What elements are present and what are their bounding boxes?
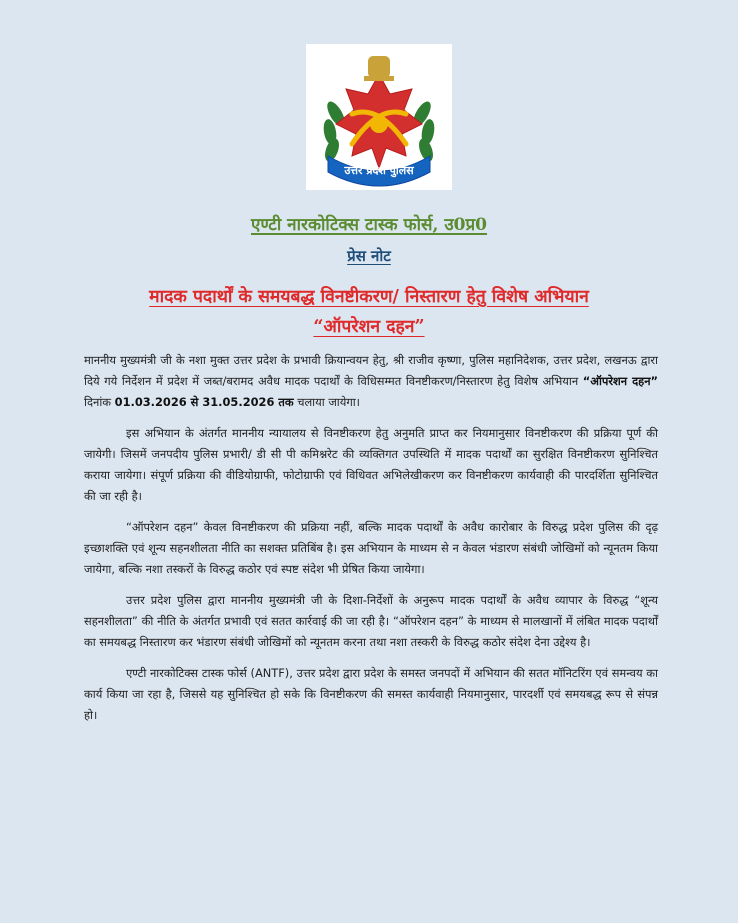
paragraph-4: उत्तर प्रदेश पुलिस द्वारा माननीय मुख्यमंत्री जी के दिशा-निर्देशों के अनुरूप मादक पदार्थों के अवैध व्यापार के विरुद्ध “शून्य सहनशीलता” की नीति के अंतर्गत प्रभावी एवं सतत कार्रवाई की जा रही है। “ऑपरेशन दहन” के माध्यम से मालखानों में लंबित मादक पदार्थों का समयबद्ध निस्तारण कर भंडारण संबंधी जोखिमों को न्यूनतम करना तथा नशा तस्करी के विरुद्ध कठोर संदेश देना उद्देश्य है। — [84, 593, 658, 649]
paragraph-1-date-label: दिनांक — [84, 395, 115, 409]
paragraph-1 — [84, 350, 658, 413]
press-note-body — [84, 350, 658, 736]
paragraph-3: “ऑपरेशन दहन” केवल विनष्टीकरण की प्रक्रिया नहीं, बल्कि मादक पदार्थों के अवैध कारोबार के विरुद्ध प्रदेश पुलिस की दृढ़ इच्छाशक्ति एवं शून्य सहनशीलता नीति का सशक्त प्रतिबिंब है। इस अभियान के माध्यम से न केवल भंडारण संबंधी जोखिमों को न्यूनतम किया जायेगा, बल्कि नशा तस्करों के विरुद्ध कठोर एवं स्पष्ट संदेश भी प्रेषित किया जायेगा। — [84, 520, 658, 576]
paragraph-1-operation: “ऑपरेशन दहन” — [582, 374, 658, 388]
document-type-text: प्रेस नोट — [347, 247, 391, 265]
paragraph-1-intro: माननीय मुख्यमंत्री जी के नशा मुक्त उत्तर प्रदेश के प्रभावी क्रियान्वयन हेतु, श्री राजीव कृष्णा, पुलिस महानिदेशक, उत्तर प्रदेश, लखनऊ द्वारा दिये गये निर्देशन में प्रदेश में जब्त/बरामद अवैध मादक पदार्थों के विधिसम्मत विनष्टीकरण/निस्तारण हेतु विशेष अभियान — [84, 353, 658, 388]
paragraph-2: इस अभियान के अंतर्गत माननीय न्यायालय से विनष्टीकरण हेतु अनुमति प्राप्त कर नियमानुसार विनष्टीकरण की प्रक्रिया पूर्ण की जायेगी। जिसमें जनपदीय पुलिस प्रभारी/ डी सी पी कमिश्नरेट की व्यक्तिगत उपस्थिति में मादक पदार्थों का सुरक्षित विनष्टीकरण सुनिश्चित कराया जायेगा। संपूर्ण प्रक्रिया की वीडियोग्राफी, फोटोग्राफी एवं विधिवत अभिलेखीकरण कर विनष्टीकरण कार्यवाही की पारदर्शिता सुनिश्चित की जा रही है। — [84, 426, 658, 503]
paragraph-1-dates: 01.03.2026 से 31.05.2026 तक — [114, 395, 294, 409]
paragraph-1-end: चलाया जायेगा। — [293, 395, 361, 409]
operation-name — [0, 314, 738, 338]
paragraph-5: एण्टी नारकोटिक्स टास्क फोर्स (ANTF), उत्तर प्रदेश द्वारा प्रदेश के समस्त जनपदों में अभियान की सतत मॉनिटरिंग एवं समन्वय का कार्य किया जा रहा है, जिससे यह सुनिश्चित हो सके कि विनष्टीकरण की समस्त कार्यवाही नियमानुसार, पारदर्शी एवं समयबद्ध रूप से संपन्न हो। — [84, 666, 658, 722]
headline — [0, 284, 738, 308]
up-police-emblem — [306, 44, 452, 190]
org-title — [0, 212, 738, 235]
document-type — [0, 246, 738, 266]
org-title-text: एण्टी नारकोटिक्स टास्क फोर्स, उ0प्र0 — [250, 215, 488, 235]
emblem-banner-text: उत्तर प्रदेश पुलिस — [344, 164, 414, 177]
headline-text: मादक पदार्थों के समयबद्ध विनष्टीकरण/ निस्तारण हेतु विशेष अभियान — [149, 287, 589, 307]
operation-name-text: “ऑपरेशन दहन” — [313, 317, 425, 337]
up-police-emblem-icon — [306, 44, 452, 190]
